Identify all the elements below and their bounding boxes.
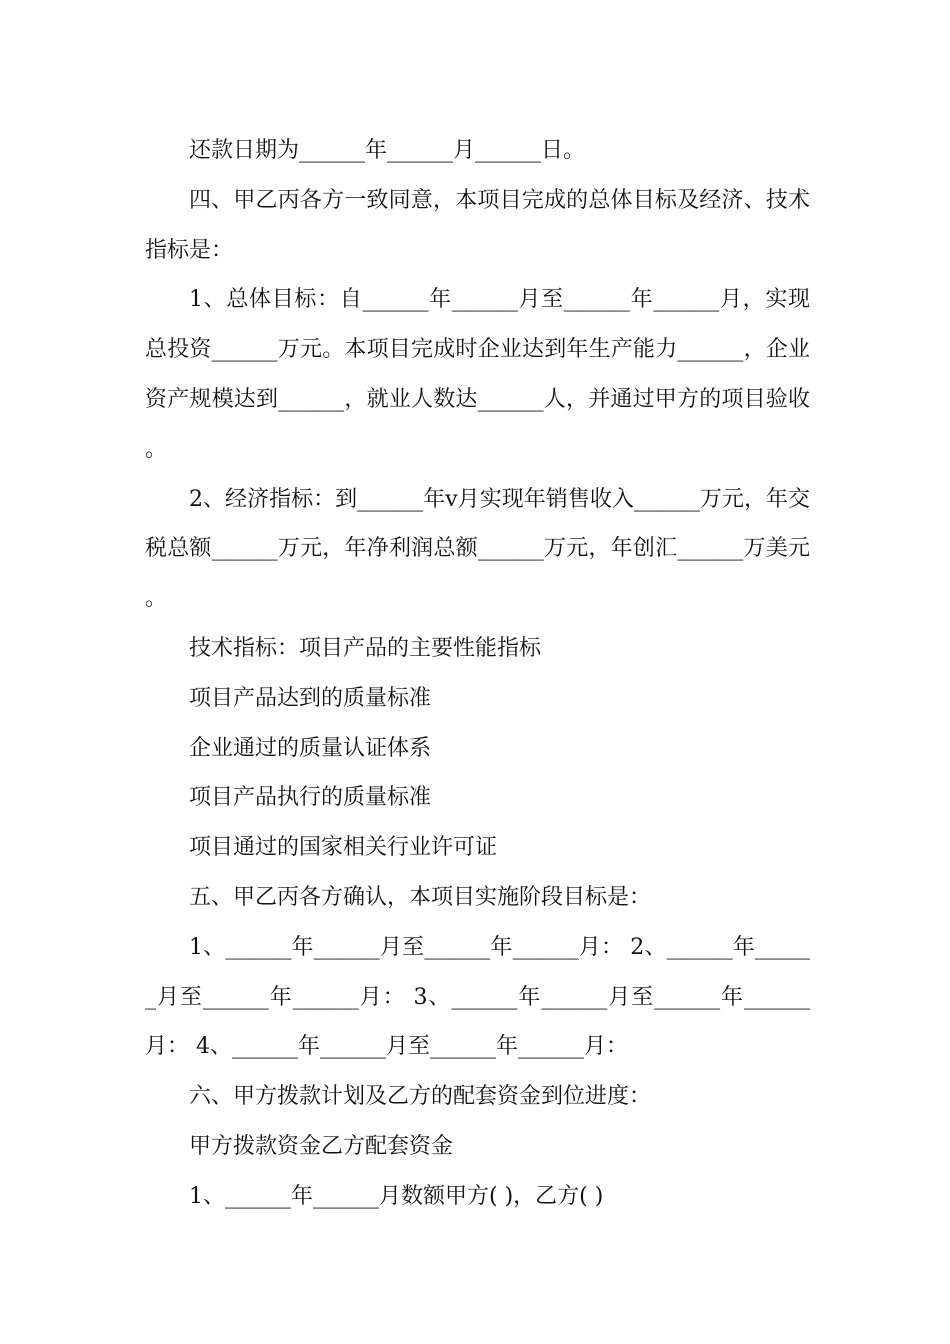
stage-targets-paragraph: 1、______年______月至______年______月： 2、______年______月至______年______月： 3、______年______月至______年______月： 4、______年______月至______年______月：	[145, 934, 810, 1060]
section-four-heading: 四、甲乙丙各方一致同意，本项目完成的总体目标及经济、技术指标是：	[145, 187, 810, 263]
overall-target-paragraph: 1、总体目标：自______年______月至______年______月，实现总投资______万元。本项目完成时企业达到年生产能力______，企业资产规模达到______，就业人数达______人，并通过甲方的项目验收。	[145, 287, 810, 462]
quality-standard-line: 项目产品达到的质量标准	[189, 685, 432, 711]
economic-indicator-paragraph: 2、经济指标：到______年v月实现年销售收入______万元，年交税总额______万元，年净利润总额______万元，年创汇______万美元。	[145, 486, 810, 612]
industry-license-line: 项目通过的国家相关行业许可证	[189, 835, 498, 861]
repayment-date-line: 还款日期为______年______月______日。	[189, 138, 586, 163]
section-five-heading: 五、甲乙丙各方确认，本项目实施阶段目标是：	[189, 884, 652, 910]
section-six-heading: 六、甲方拨款计划及乙方的配套资金到位进度：	[189, 1084, 652, 1110]
funding-item-one: 1、______年______月数额甲方( )，乙方( )	[189, 1183, 604, 1209]
executed-standard-line: 项目产品执行的质量标准	[189, 785, 432, 811]
quality-certification-line: 企业通过的质量认证体系	[189, 735, 432, 761]
technical-indicator-line: 技术指标：项目产品的主要性能指标	[189, 635, 542, 661]
funding-columns-line: 甲方拨款资金乙方配套资金	[189, 1133, 454, 1159]
document-body	[145, 126, 810, 1222]
